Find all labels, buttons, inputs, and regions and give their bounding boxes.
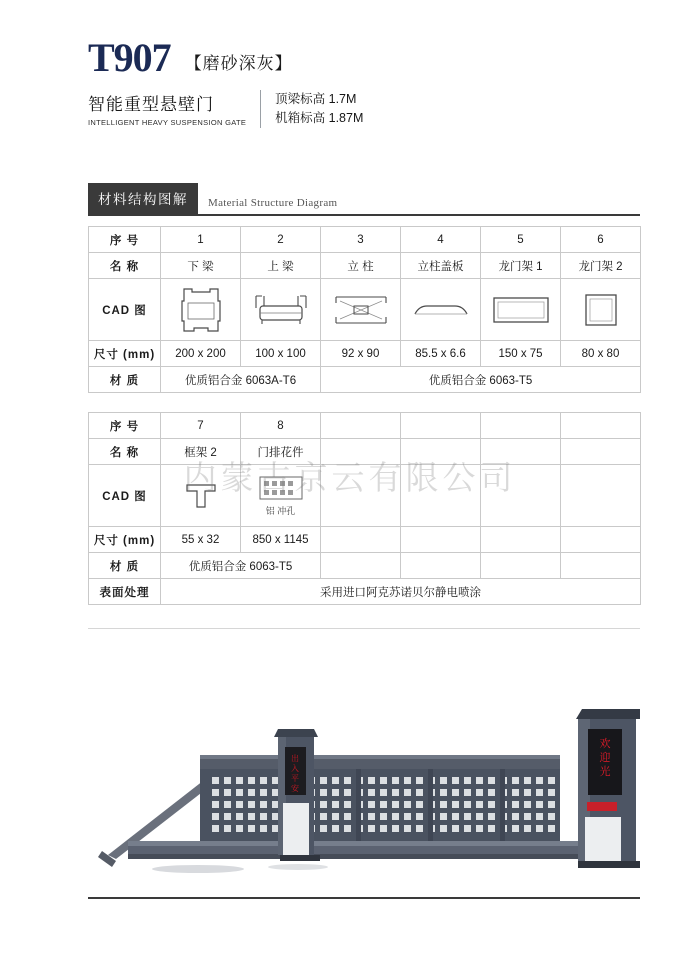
section-bar <box>88 183 640 216</box>
cell-index-4: 4 <box>401 227 481 253</box>
row-label-cad: CAD 图 <box>89 279 161 341</box>
gate-illustration <box>88 637 640 899</box>
cell-material-left: 优质铝合金 6063A-T6 <box>161 367 321 393</box>
svg-text:入: 入 <box>291 764 299 773</box>
svg-text:出: 出 <box>291 754 299 763</box>
table-row-name-2 <box>89 439 641 465</box>
row-label-name-2: 名 称 <box>89 439 161 465</box>
product-title-cn: 智能重型悬壁门 <box>88 95 214 114</box>
cell-empty-2 <box>401 413 481 439</box>
model-finish: 【磨砂深灰】 <box>184 54 293 73</box>
cell-empty-11 <box>481 465 561 527</box>
material-table-2 <box>88 412 641 605</box>
svg-text:光: 光 <box>599 766 611 778</box>
table-row-material-2 <box>89 553 641 579</box>
spec-line-1: 顶梁标高 1.7M <box>275 92 357 106</box>
cell-index-3: 3 <box>321 227 401 253</box>
column-cap-profile-icon <box>402 282 479 338</box>
section-heading <box>88 183 640 216</box>
cell-empty-5 <box>321 439 401 465</box>
cell-empty-10 <box>401 465 481 527</box>
svg-text:迎: 迎 <box>599 752 611 764</box>
photo-baseline <box>88 897 640 899</box>
cell-index-5: 5 <box>481 227 561 253</box>
row-label-material-2: 材 质 <box>89 553 161 579</box>
cell-empty-19 <box>481 553 561 579</box>
cell-empty-14 <box>401 527 481 553</box>
table-row-cad-2 <box>89 465 641 527</box>
cell-empty-18 <box>401 553 481 579</box>
svg-text:安: 安 <box>291 784 299 793</box>
cell-empty-17 <box>321 553 401 579</box>
photo-divider <box>88 628 640 629</box>
product-photo <box>88 637 640 899</box>
spec-line-2: 机箱标高 1.87M <box>275 111 364 125</box>
cell-name-7: 框架 2 <box>161 439 241 465</box>
cell-name-6: 龙门架 2 <box>561 253 641 279</box>
material-table-1 <box>88 226 641 393</box>
cell-size-6: 80 x 80 <box>561 341 641 367</box>
table-row-size <box>89 341 641 367</box>
title-left <box>88 90 260 127</box>
cell-empty-7 <box>481 439 561 465</box>
cell-cad-4 <box>401 279 481 341</box>
row-label-material: 材 质 <box>89 367 161 393</box>
cell-size-2: 100 x 100 <box>241 341 321 367</box>
cell-size-7: 55 x 32 <box>161 527 241 553</box>
svg-text:欢: 欢 <box>599 738 611 750</box>
cell-cad-5 <box>481 279 561 341</box>
row-label-index-2: 序 号 <box>89 413 161 439</box>
model-row <box>88 35 628 80</box>
cell-name-4: 立柱盖板 <box>401 253 481 279</box>
cell-size-1: 200 x 200 <box>161 341 241 367</box>
cell-empty-4 <box>561 413 641 439</box>
frame2-profile-icon <box>162 468 239 524</box>
column-profile-icon <box>322 282 399 338</box>
cell-name-1: 下 梁 <box>161 253 241 279</box>
table-row-size-2 <box>89 527 641 553</box>
cell-empty-20 <box>561 553 641 579</box>
upper-beam-profile-icon <box>242 282 319 338</box>
cell-cad-2 <box>241 279 321 341</box>
row-label-cad-2: CAD 图 <box>89 465 161 527</box>
cell-index-2: 2 <box>241 227 321 253</box>
cell-name-5: 龙门架 1 <box>481 253 561 279</box>
row-label-index: 序 号 <box>89 227 161 253</box>
table-row-surface <box>89 579 641 605</box>
material-table-block-2 <box>88 412 640 605</box>
cell-empty-3 <box>481 413 561 439</box>
cell-empty-8 <box>561 439 641 465</box>
cell-cad-3 <box>321 279 401 341</box>
spec-lines <box>260 90 363 128</box>
row-label-surface: 表面处理 <box>89 579 161 605</box>
cell-empty-15 <box>481 527 561 553</box>
table-row-index <box>89 227 641 253</box>
panel-pattern-note: 铝 冲孔 <box>265 505 296 516</box>
cell-size-4: 85.5 x 6.6 <box>401 341 481 367</box>
row-label-name: 名 称 <box>89 253 161 279</box>
cell-size-8: 850 x 1145 <box>241 527 321 553</box>
cell-cad-6 <box>561 279 641 341</box>
cell-size-3: 92 x 90 <box>321 341 401 367</box>
cell-surface-value: 采用进口阿克苏诺贝尔静电喷涂 <box>161 579 641 605</box>
document-header <box>88 35 628 128</box>
section-title-en: Material Structure Diagram <box>208 197 338 209</box>
svg-text:平: 平 <box>291 774 299 783</box>
cell-index-7: 7 <box>161 413 241 439</box>
cell-empty-6 <box>401 439 481 465</box>
gantry2-profile-icon <box>562 282 639 338</box>
panel-pattern-icon <box>242 468 319 524</box>
row-label-size: 尺寸 (mm) <box>89 341 161 367</box>
cell-cad-1 <box>161 279 241 341</box>
left-pillar <box>274 729 320 861</box>
cell-cad-8 <box>241 465 321 527</box>
cell-index-1: 1 <box>161 227 241 253</box>
watermark: 内蒙古京云有限公司 <box>183 459 517 496</box>
cell-material-2: 优质铝合金 6063-T5 <box>161 553 321 579</box>
table-row-index-2 <box>89 413 641 439</box>
table-row-name <box>89 253 641 279</box>
title-block <box>88 90 628 128</box>
cell-name-3: 立 柱 <box>321 253 401 279</box>
cell-empty-9 <box>321 465 401 527</box>
cell-index-6: 6 <box>561 227 641 253</box>
cell-name-2: 上 梁 <box>241 253 321 279</box>
cell-empty-13 <box>321 527 401 553</box>
cell-index-8: 8 <box>241 413 321 439</box>
cell-empty-16 <box>561 527 641 553</box>
table-row-cad <box>89 279 641 341</box>
product-title-en: INTELLIGENT HEAVY SUSPENSION GATE <box>88 118 247 127</box>
cell-size-5: 150 x 75 <box>481 341 561 367</box>
cell-empty-12 <box>561 465 641 527</box>
section-title-cn: 材料结构图解 <box>88 183 198 214</box>
cell-name-8: 门排花件 <box>241 439 321 465</box>
right-pillar <box>576 709 640 868</box>
table-row-material <box>89 367 641 393</box>
model-code: T907 <box>88 35 171 80</box>
cell-cad-7 <box>161 465 241 527</box>
cell-material-right: 优质铝合金 6063-T5 <box>321 367 641 393</box>
gantry1-profile-icon <box>482 282 559 338</box>
cell-empty-1 <box>321 413 401 439</box>
lower-beam-profile-icon <box>162 282 239 338</box>
row-label-size-2: 尺寸 (mm) <box>89 527 161 553</box>
material-table-block-1 <box>88 226 640 393</box>
